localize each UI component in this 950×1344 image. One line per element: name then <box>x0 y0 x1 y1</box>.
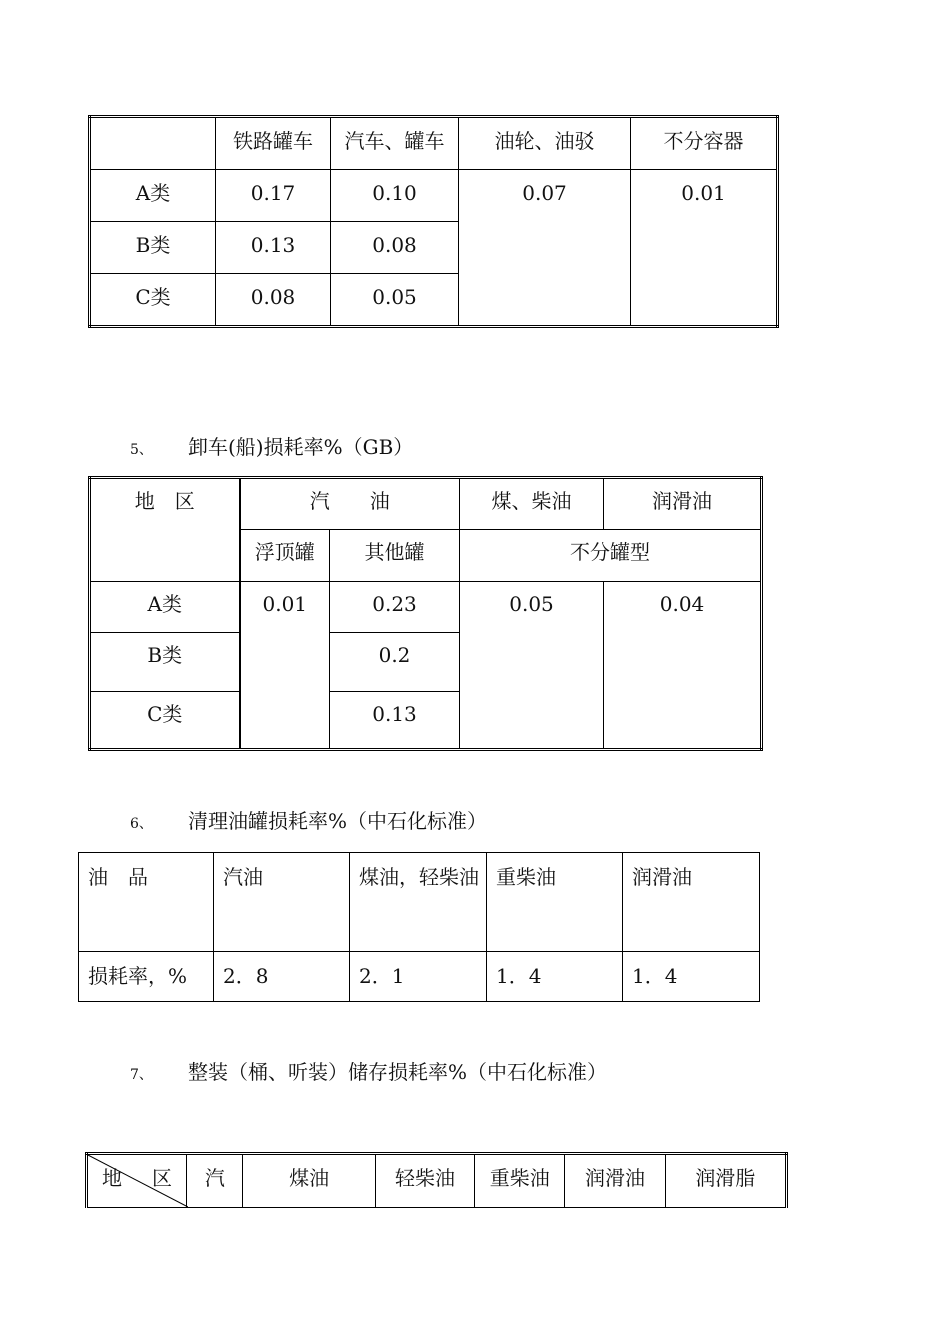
header-cell: 铁路罐车 <box>216 117 331 170</box>
table-header-row <box>90 478 762 530</box>
row-label: B类 <box>90 633 240 692</box>
header-cell: 煤油，轻柴油 <box>350 853 487 952</box>
header-cell: 轻柴油 <box>375 1154 474 1208</box>
header-cell: 浮顶罐 <box>240 530 330 582</box>
value-cell: 0.04 <box>604 582 762 750</box>
table-row <box>90 582 762 633</box>
header-cell: 汽油 <box>214 853 350 952</box>
value-cell: 0.01 <box>631 170 778 327</box>
region-header: 地 区 <box>90 478 240 582</box>
section-title: 卸车(船)损耗率%（GB） <box>188 435 414 459</box>
tank-cleaning-loss-table <box>78 852 760 1002</box>
table-row <box>79 952 760 1002</box>
table-row <box>90 170 778 222</box>
header-cell: 不分罐型 <box>460 530 762 582</box>
section-number: 7、 <box>130 1067 153 1083</box>
header-cell: 润滑脂 <box>665 1154 786 1208</box>
header-cell: 其他罐 <box>330 530 460 582</box>
value-cell: 0.23 <box>330 582 460 633</box>
header-cell: 润滑油 <box>604 478 762 530</box>
row-label: A类 <box>90 170 216 222</box>
row-label: B类 <box>90 222 216 274</box>
row-label: C类 <box>90 692 240 750</box>
value-cell: 0.08 <box>216 274 331 327</box>
value-cell: 0.2 <box>330 633 460 692</box>
value-cell: 0.07 <box>459 170 631 327</box>
section-number: 5、 <box>130 442 153 458</box>
value-cell: 0.13 <box>330 692 460 750</box>
header-cell: 汽车、罐车 <box>331 117 459 170</box>
unloading-loss-table <box>88 476 763 751</box>
header-cell: 煤油 <box>243 1154 375 1208</box>
packaged-storage-loss-table <box>85 1152 788 1208</box>
table-header-row <box>90 117 778 170</box>
header-cell: 汽 油 <box>240 478 460 530</box>
region-label-right: 区 <box>152 1166 172 1190</box>
value-cell: 0.01 <box>240 582 330 750</box>
table-header-row <box>79 853 760 952</box>
value-cell: 0.17 <box>216 170 331 222</box>
section-title: 整装（桶、听装）储存损耗率%（中石化标准） <box>188 1060 608 1084</box>
row-label: 损耗率，% <box>79 952 214 1002</box>
value-cell: 0.05 <box>331 274 459 327</box>
value-cell: 0.05 <box>460 582 604 750</box>
header-cell: 润滑油 <box>623 853 760 952</box>
header-cell: 油轮、油驳 <box>459 117 631 170</box>
value-cell: 1．4 <box>623 952 760 1002</box>
region-label-left: 地 <box>102 1166 122 1190</box>
loss-rate-table-transport <box>88 115 779 328</box>
section-title: 清理油罐损耗率%（中石化标准） <box>188 809 488 833</box>
header-cell: 不分容器 <box>631 117 778 170</box>
section-heading-7 <box>130 1058 607 1089</box>
value-cell: 0.13 <box>216 222 331 274</box>
section-number: 6、 <box>130 816 153 832</box>
value-cell: 2．8 <box>214 952 350 1002</box>
row-label: C类 <box>90 274 216 327</box>
header-cell: 润滑油 <box>565 1154 665 1208</box>
value-cell: 0.08 <box>331 222 459 274</box>
table-corner-cell <box>90 117 216 170</box>
header-cell: 汽 <box>187 1154 243 1208</box>
region-diagonal-header <box>87 1154 187 1208</box>
section-heading-6 <box>130 807 487 838</box>
header-cell: 重柴油 <box>487 853 623 952</box>
section-heading-5 <box>130 433 413 464</box>
value-cell: 1．4 <box>487 952 623 1002</box>
value-cell: 2．1 <box>350 952 487 1002</box>
header-cell: 重柴油 <box>475 1154 565 1208</box>
table-header-row <box>87 1154 787 1208</box>
value-cell: 0.10 <box>331 170 459 222</box>
header-cell: 油 品 <box>79 853 214 952</box>
header-cell: 煤、柴油 <box>460 478 604 530</box>
row-label: A类 <box>90 582 240 633</box>
